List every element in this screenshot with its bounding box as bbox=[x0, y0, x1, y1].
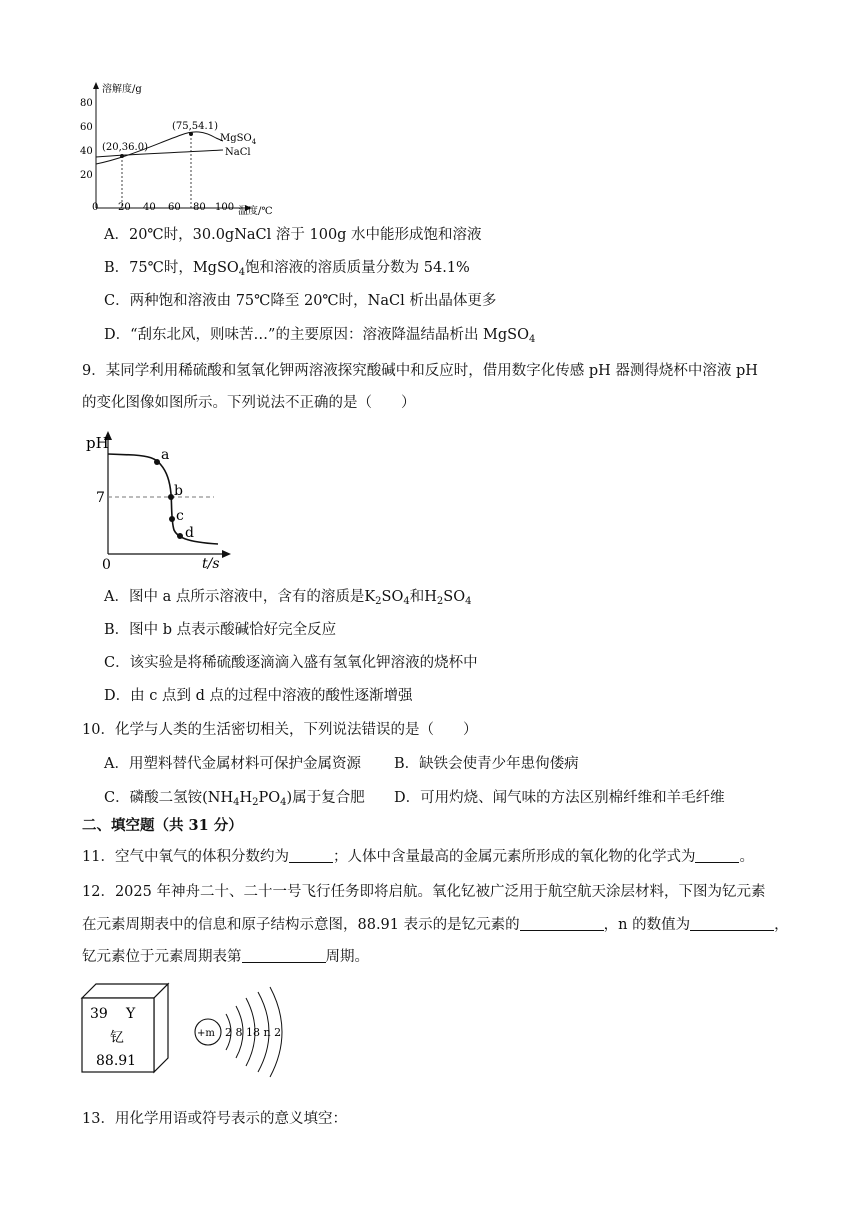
x-tick: 0 bbox=[92, 202, 99, 213]
q10-option-d: D．可用灼烧、闻气味的方法区别棉纤维和羊毛纤维 bbox=[394, 790, 725, 806]
q10-option-c: C．磷酸二氢铵$(NH_4H_2PO_4)$属于复合肥 bbox=[104, 790, 365, 808]
ph-curve bbox=[108, 454, 218, 544]
atomic-number: 39 bbox=[90, 1006, 108, 1022]
point-75 bbox=[189, 132, 193, 136]
ph-origin: 0 bbox=[102, 557, 111, 573]
answer-blank[interactable] bbox=[242, 948, 326, 963]
point-20 bbox=[120, 154, 124, 158]
section-heading: 二、填空题（共 31 分） bbox=[82, 817, 243, 834]
element-cell bbox=[80, 982, 172, 1074]
y-tick: 80 bbox=[80, 98, 93, 109]
x-tick: 40 bbox=[143, 202, 156, 213]
ph-tick-7: 7 bbox=[96, 490, 105, 506]
q12-line2: 在元素周期表中的信息和原子结构示意图，88.91 表示的是钇元素的 ，n 的数值为 ， bbox=[82, 917, 789, 933]
answer-blank[interactable] bbox=[695, 848, 739, 863]
shell-electrons: 2 8 18 n 2 bbox=[225, 1026, 282, 1039]
point-c-label: c bbox=[176, 508, 184, 524]
point-c bbox=[169, 516, 175, 522]
x-tick: 60 bbox=[168, 202, 181, 213]
q8-option-b: B．75℃时，MgSO$_4$饱和溶液的溶质质量分数为 54.1% bbox=[104, 260, 470, 278]
ph-x-label: t/s bbox=[202, 556, 220, 572]
y-axis-arrow bbox=[93, 82, 99, 89]
element-symbol: Y bbox=[126, 1006, 136, 1022]
q12-line1: 12．2025 年神舟二十、二十一号飞行任务即将启航。氧化钇被广泛用于航空航天涂层材料，下图为钇元素 bbox=[82, 884, 766, 900]
q11-line: 11．空气中氧气的体积分数约为 ；人体中含量最高的金属元素所形成的氧化物的化学式为 。 bbox=[82, 849, 754, 865]
q10-option-a: A．用塑料替代金属材料可保护金属资源 bbox=[104, 756, 361, 772]
x-tick: 80 bbox=[193, 202, 206, 213]
atom-structure-diagram bbox=[192, 984, 304, 1080]
q10-stem: 10．化学与人类的生活密切相关，下列说法错误的是（ ） bbox=[82, 722, 478, 738]
answer-blank[interactable] bbox=[289, 848, 333, 863]
answer-blank[interactable] bbox=[520, 916, 604, 931]
series-label-nacl: NaCl bbox=[225, 147, 251, 158]
ph-y-label: pH bbox=[86, 434, 109, 452]
x-axis-label: 温度/℃ bbox=[238, 206, 273, 217]
answer-blank[interactable] bbox=[690, 916, 774, 931]
y-tick: 20 bbox=[80, 170, 93, 181]
q8-option-a: A．20℃时，30.0gNaCl 溶于 100g 水中能形成饱和溶液 bbox=[104, 227, 482, 243]
q8-option-d: D．“刮东北风，则味苦…”的主要原因：溶液降温结晶析出 MgSO$_4$ bbox=[104, 327, 536, 345]
q9-option-b: B．图中 b 点表示酸碱恰好完全反应 bbox=[104, 622, 337, 638]
x-tick: 20 bbox=[118, 202, 131, 213]
q9-option-d: D．由 c 点到 d 点的过程中溶液的酸性逐渐增强 bbox=[104, 688, 413, 704]
q12-line3: 钇元素位于元素周期表第 周期。 bbox=[82, 949, 369, 965]
point-b-label: b bbox=[174, 483, 183, 499]
q9-stem-line2: 的变化图像如图所示。下列说法不正确的是（ ） bbox=[82, 395, 416, 411]
element-name: 钇 bbox=[110, 1030, 124, 1046]
q10-option-b: B．缺铁会使青少年患佝偻病 bbox=[394, 756, 579, 772]
point-d-label: d bbox=[185, 525, 194, 541]
cell-side-face bbox=[154, 984, 168, 1072]
x-tick: 100 bbox=[215, 202, 235, 213]
series-label-mgso4: MgSO$_4$ bbox=[220, 133, 257, 146]
point-a bbox=[154, 459, 160, 465]
nucleus-charge: +m bbox=[197, 1028, 215, 1039]
ph-x-axis-arrow bbox=[222, 550, 231, 558]
point-a-label: a bbox=[161, 447, 170, 463]
q13-stem: 13．用化学用语或符号表示的意义填空： bbox=[82, 1111, 347, 1127]
ph-graph bbox=[84, 428, 234, 574]
q9-option-a: A．图中 a 点所示溶液中，含有的溶质是$K_2SO_4$和$H_2SO_4$ bbox=[104, 589, 472, 607]
point-20-label: (20,36.0) bbox=[102, 142, 148, 153]
cell-top-face bbox=[82, 984, 168, 998]
point-d bbox=[177, 533, 183, 539]
y-axis-label: 溶解度/g bbox=[102, 84, 142, 95]
solubility-chart bbox=[76, 78, 276, 218]
q8-option-c: C．两种饱和溶液由 75℃降至 20℃时，NaCl 析出晶体更多 bbox=[104, 293, 497, 309]
y-tick: 60 bbox=[80, 122, 93, 133]
q9-stem-line1: 9．某同学利用稀硫酸和氢氧化钾两溶液探究酸碱中和反应时，借用数字化传感 pH 器测得烧杯中溶液 pH bbox=[82, 363, 758, 379]
q9-option-c: C．该实验是将稀硫酸逐滴滴入盛有氢氧化钾溶液的烧杯中 bbox=[104, 655, 478, 671]
atomic-mass: 88.91 bbox=[96, 1053, 137, 1069]
y-tick: 40 bbox=[80, 146, 93, 157]
point-75-label: (75,54.1) bbox=[172, 121, 218, 132]
